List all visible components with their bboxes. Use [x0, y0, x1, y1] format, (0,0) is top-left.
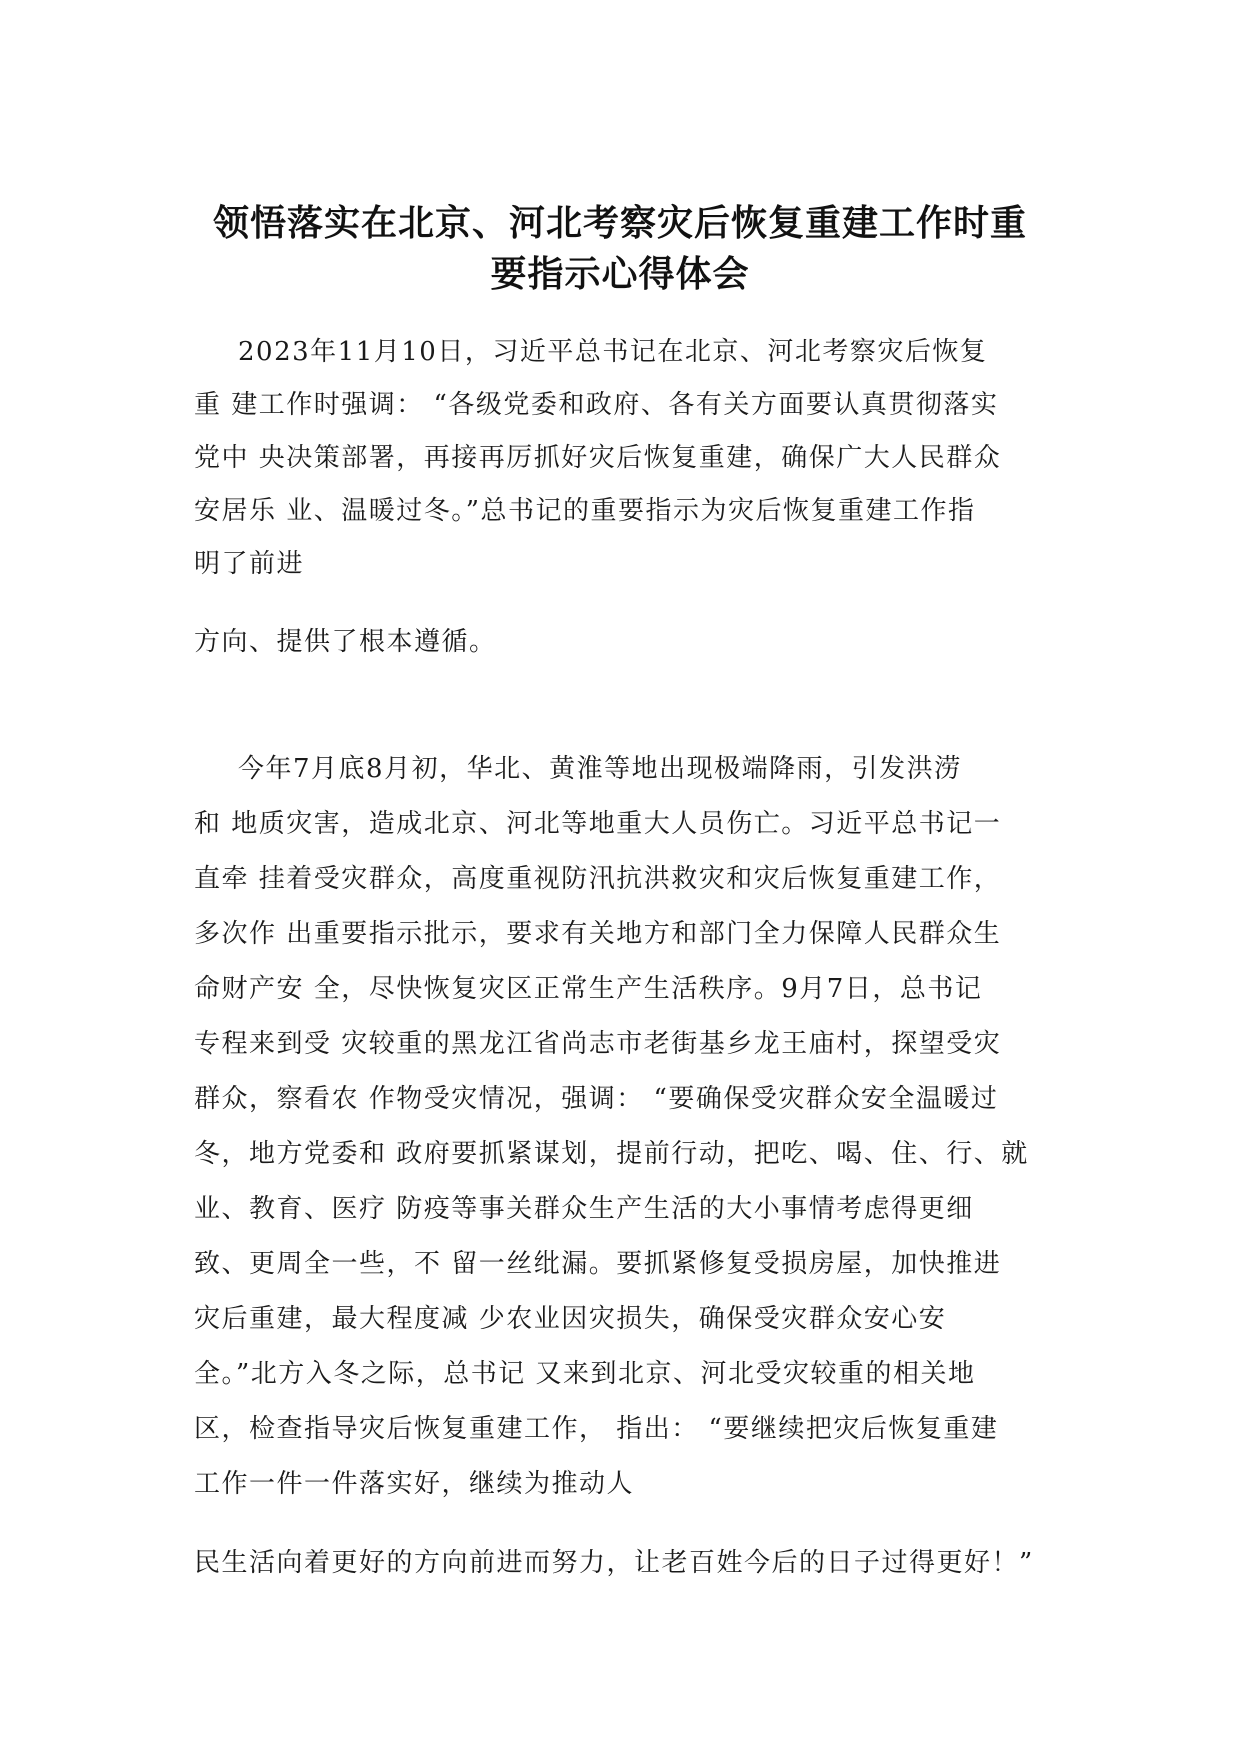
paragraph-3-line: 致、更周全一些，不 留一丝纰漏。要抓紧修复受损房屋，加快推进 [194, 1249, 1002, 1279]
paragraph-1-line: 明了前进 [194, 549, 305, 579]
paragraph-3-line: 区，检查指导灾后恢复重建工作， 指出： “要继续把灾后恢复重建 [194, 1414, 999, 1444]
paragraph-3-line: 今年7月底8月初，华北、黄淮等地出现极端降雨，引发洪涝 [238, 754, 962, 784]
paragraph-1-line: 安居乐 业、温暖过冬。”总书记的重要指示为灾后恢复重建工作指 [194, 496, 976, 526]
title-line: 要指示心得体会 [490, 254, 750, 295]
paragraph-3-line: 专程来到受 灾较重的黑龙江省尚志市老街基乡龙王庙村，探望受灾 [194, 1029, 1002, 1059]
paragraph-1-line: 2023年11月10日，习近平总书记在北京、河北考察灾后恢复 [238, 337, 988, 367]
paragraph-3-line: 多次作 出重要指示批示，要求有关地方和部门全力保障人民群众生 [194, 919, 1002, 949]
paragraph-4-line: 民生活向着更好的方向前进而努力，让老百姓今后的日子过得更好！” [194, 1548, 1034, 1578]
paragraph-1-line: 党中 央决策部署，再接再厉抓好灾后恢复重建，确保广大人民群众 [194, 443, 1002, 473]
paragraph-3-line: 直牵 挂着受灾群众，高度重视防汛抗洪救灾和灾后恢复重建工作， [194, 864, 1002, 894]
paragraph-3-line: 灾后重建，最大程度减 少农业因灾损失，确保受灾群众安心安 [194, 1304, 947, 1334]
document-title [150, 200, 1090, 299]
paragraph-3-line: 和 地质灾害，造成北京、河北等地重大人员伤亡。习近平总书记一 [194, 809, 1002, 839]
paragraph-3-line: 全。”北方入冬之际，总书记 又来到北京、河北受灾较重的相关地 [194, 1359, 976, 1389]
paragraph-3-line: 群众，察看农 作物受灾情况，强调： “要确保受灾群众安全温暖过 [194, 1084, 999, 1114]
paragraph-3-line: 冬，地方党委和 政府要抓紧谋划，提前行动，把吃、喝、住、行、就 [194, 1139, 1029, 1169]
paragraph-1-line: 重 建工作时强调： “各级党委和政府、各有关方面要认真贯彻落实 [194, 390, 999, 420]
title-line: 领悟落实在北京、河北考察灾后恢复重建工作时重 [212, 203, 1027, 244]
paragraph-3-line: 业、教育、医疗 防疫等事关群众生产生活的大小事情考虑得更细 [194, 1194, 974, 1224]
paragraph-3-line: 命财产安 全，尽快恢复灾区正常生产生活秩序。9月7日，总书记 [194, 974, 983, 1004]
paragraph-3-line: 工作一件一件落实好，继续为推动人 [194, 1469, 635, 1499]
paragraph-2-line: 方向、提供了根本遵循。 [194, 627, 497, 657]
